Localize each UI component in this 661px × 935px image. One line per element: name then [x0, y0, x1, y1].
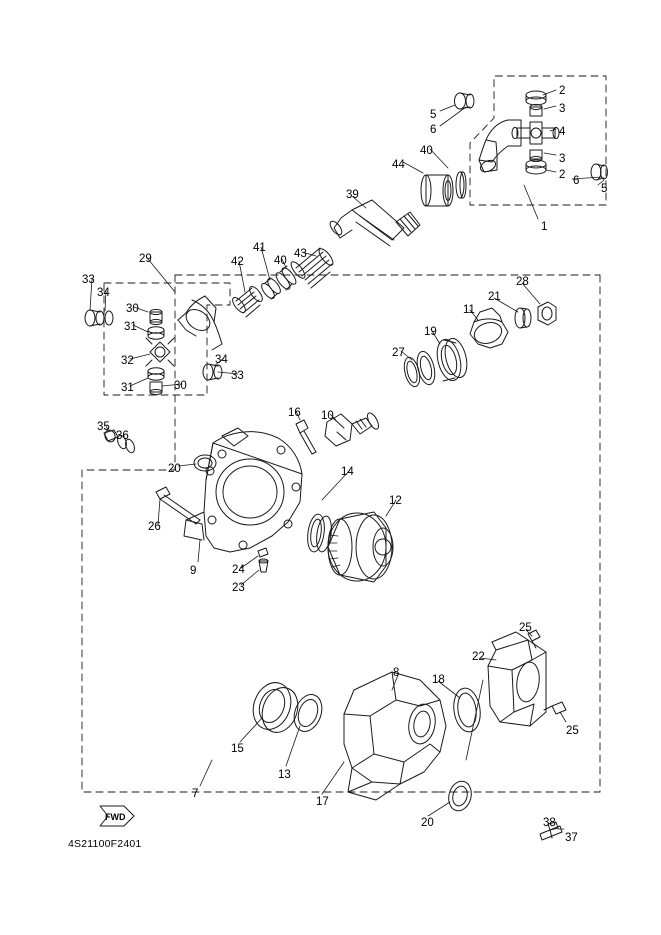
callout-9: 9: [190, 565, 197, 577]
callout-18: 18: [432, 674, 445, 686]
callout-2: 2: [559, 85, 566, 97]
callout-14: 14: [341, 466, 354, 478]
callout-17: 17: [316, 796, 329, 808]
callout-34: 34: [215, 354, 228, 366]
callout-41: 41: [253, 242, 266, 254]
callout-11: 11: [463, 304, 475, 316]
callout-27: 27: [392, 347, 405, 359]
callout-6: 6: [430, 124, 437, 136]
callout-3: 3: [559, 153, 566, 165]
callout-31: 31: [124, 321, 137, 333]
callout-8: 8: [393, 667, 400, 679]
callout-23: 23: [232, 582, 245, 594]
callout-19: 19: [424, 326, 437, 338]
callout-22: 22: [472, 651, 485, 663]
callout-20: 20: [421, 817, 434, 829]
callout-29: 29: [139, 253, 152, 265]
callout-33: 33: [231, 370, 244, 382]
callout-33: 33: [82, 274, 95, 286]
callout-12: 12: [389, 495, 402, 507]
callout-1: 1: [541, 221, 548, 233]
callout-16: 16: [288, 407, 301, 419]
callout-32: 32: [121, 355, 134, 367]
callout-44: 44: [392, 159, 405, 171]
callout-25: 25: [566, 725, 579, 737]
callout-31: 31: [121, 382, 134, 394]
callout-30: 30: [174, 380, 187, 392]
callout-13: 13: [278, 769, 291, 781]
callout-39: 39: [346, 189, 359, 201]
callout-34: 34: [97, 287, 110, 299]
callout-40: 40: [420, 145, 433, 157]
callout-6: 6: [573, 175, 580, 187]
callout-43: 43: [294, 248, 307, 260]
callout-20: 20: [168, 463, 181, 475]
callout-28: 28: [516, 276, 529, 288]
callout-24: 24: [232, 564, 245, 576]
diagram-part-code: 4S21100F2401: [68, 838, 142, 850]
callout-21: 21: [488, 291, 501, 303]
fwd-direction-label: FWD: [105, 812, 126, 822]
callout-25: 25: [519, 622, 532, 634]
callout-40: 40: [274, 255, 287, 267]
callout-7: 7: [192, 788, 199, 800]
callout-26: 26: [148, 521, 161, 533]
callout-30: 30: [126, 303, 139, 315]
callout-4: 4: [559, 126, 566, 138]
callout-10: 10: [321, 410, 334, 422]
callout-15: 15: [231, 743, 244, 755]
callout-2: 2: [559, 169, 566, 181]
callout-37: 37: [565, 832, 578, 844]
callout-35: 35: [97, 421, 110, 433]
callout-38: 38: [543, 817, 556, 829]
callout-3: 3: [559, 103, 566, 115]
callout-5: 5: [430, 109, 437, 121]
callout-42: 42: [231, 256, 244, 268]
callout-36: 36: [116, 430, 129, 442]
callout-5: 5: [601, 183, 608, 195]
